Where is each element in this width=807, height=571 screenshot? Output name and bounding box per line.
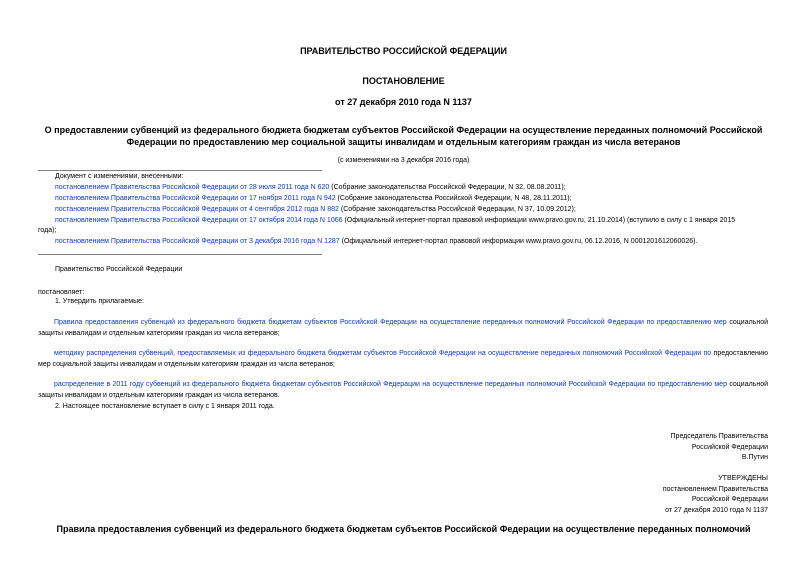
approved-text: социальной защиты инвалидам и отдельным категориям граждан из числа ветеранов. <box>38 381 768 399</box>
change-item <box>55 205 576 216</box>
signature-position: Председатель Правительства <box>670 433 768 440</box>
change-item <box>55 194 571 205</box>
change-source: (Собрание законодательства Российской Федерации, N 37, 10.09.2012); <box>338 206 576 213</box>
approved-item <box>38 380 768 401</box>
change-source: (Собрание законодательства Российской Федерации, N 48, 28.11.2011); <box>335 195 572 202</box>
approved-link[interactable]: распределение в 2011 году субвенций из федерального бюджета бюджетам субъектов Российской Федерации на осуществление переданных полномочий Российской Федерации по предоставлению мер <box>54 381 727 388</box>
approval-stamp <box>663 474 768 516</box>
approval-line: постановлением Правительства <box>662 485 768 493</box>
approval-heading: УТВЕРЖДЕНЫ <box>718 475 768 482</box>
change-link[interactable]: постановлением Правительства Российской Федерации от 17 октября 2014 года N 1066 <box>55 217 343 224</box>
doc-type-heading: ПОСТАНОВЛЕНИЕ <box>362 76 445 86</box>
approved-item <box>38 349 768 370</box>
change-item <box>55 216 735 227</box>
change-link[interactable]: постановлением Правительства Российской Федерации от 3 декабря 2016 года N 1287 <box>55 238 340 245</box>
doc-title-line2: Федерации по предоставлению мер социальной защиты инвалидам и отдельным категориям граждан из числа ветеранов <box>126 137 681 147</box>
signature-country: Российской Федерации <box>691 443 768 451</box>
approved-text: социальной защиты инвалидам и отдельным категориям граждан из числа ветеранов; <box>38 319 768 337</box>
signature-block <box>671 432 768 464</box>
change-link[interactable]: постановлением Правительства Российской Федерации от 4 сентября 2012 года N 882 <box>55 206 339 213</box>
item-1: 1. Утвердить прилагаемые: <box>55 298 144 305</box>
signature-name: В.Путин <box>741 454 768 461</box>
divider-top <box>38 170 322 171</box>
change-source: (Официальный интернет-портал правовой информации www.pravo.gov.ru, 06.12.2016, N 0001201612060026). <box>339 238 698 245</box>
change-source: (Официальный интернет-портал правовой информации www.pravo.gov.ru, 21.10.2014) (вступило в силу с 1 января 2015 <box>342 217 736 224</box>
doc-date-heading: от 27 декабря 2010 года N 1137 <box>335 97 472 107</box>
revision-note: (с изменениями на 3 декабря 2016 года) <box>337 157 470 164</box>
approved-item <box>38 318 768 339</box>
approval-line: Российской Федерации <box>691 496 768 503</box>
change-link[interactable]: постановлением Правительства Российской Федерации от 28 июля 2011 года N 620 <box>55 184 330 191</box>
authority-heading: ПРАВИТЕЛЬСТВО РОССИЙСКОЙ ФЕДЕРАЦИИ <box>300 46 507 56</box>
changes-intro: Документ с изменениями, внесенными: <box>55 173 184 180</box>
rules-title: Правила предоставления субвенций из федерального бюджета бюджетам субъектов Российской Федерации на осуществление переданных полномочий <box>56 524 751 534</box>
approved-text: предоставлению мер социальной защиты инвалидам и отдельным категориям граждан из числа ветеранов; <box>38 350 769 368</box>
doc-title-line1: О предоставлении субвенций из федерального бюджета бюджетам субъектов Российской Федерации на осуществление переданных полномочий Российской <box>44 125 763 135</box>
change-item <box>55 183 566 194</box>
doc-title <box>0 124 807 148</box>
decides-line: постановляет: <box>38 289 85 296</box>
item-2: 2. Настоящее постановление вступает в силу с 1 января 2011 года. <box>55 403 275 410</box>
divider-bottom <box>38 254 322 255</box>
government-line: Правительство Российской Федерации <box>55 266 183 273</box>
change-link[interactable]: постановлением Правительства Российской Федерации от 17 ноября 2011 года N 942 <box>55 195 336 202</box>
approval-date: от 27 декабря 2010 года N 1137 <box>665 506 768 514</box>
change-item-continuation: года); <box>38 227 57 234</box>
approved-link[interactable]: методику распределения субвенций, предоставляемых из федерального бюджета бюджетам субъектов Российской Федерации на осуществление переданных полномочий Российской Федерации по <box>54 350 712 357</box>
approved-link[interactable]: Правила предоставления субвенций из федерального бюджета бюджетам субъектов Российской Федерации на осуществление переданных полномочий Российской Федерации по предоставлению мер <box>54 319 727 326</box>
change-item <box>55 237 697 248</box>
change-source: (Собрание законодательства Российской Федерации, N 32, 08.08.2011); <box>329 184 566 191</box>
